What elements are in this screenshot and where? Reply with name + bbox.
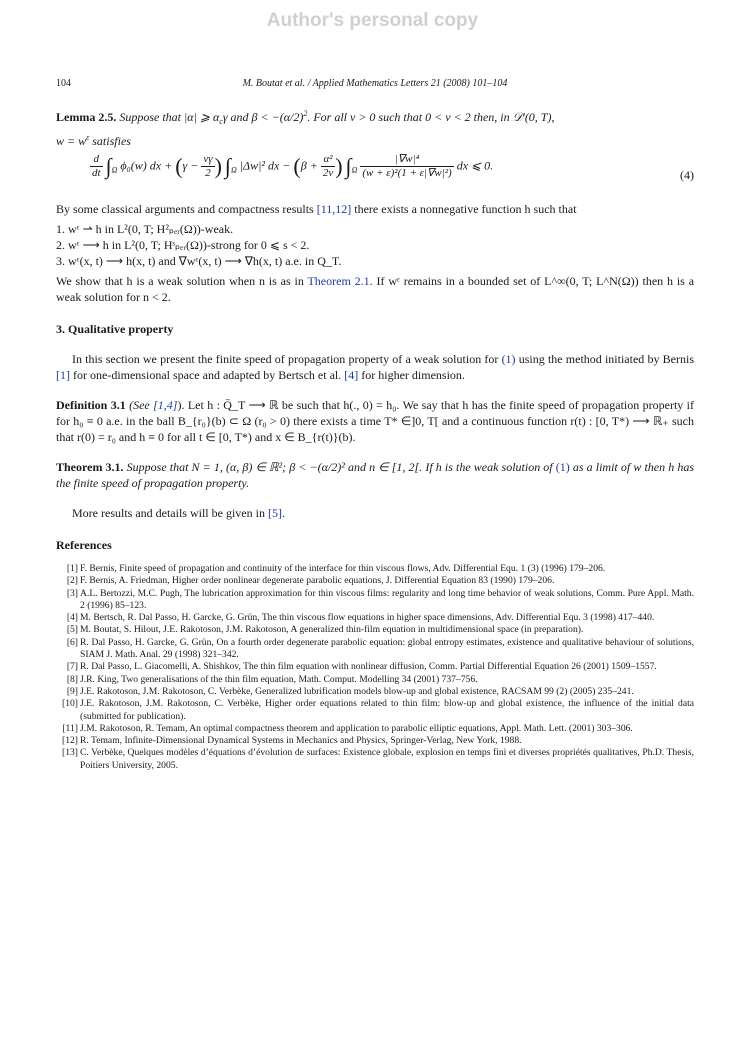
theorem-text-1: Suppose that N = 1, (α, β) ∈ ℝ²; β < −(α/2)² and n ∈ [1, 2[. If h is the weak solution of — [123, 460, 556, 474]
reference-item: [10] J.E. Rakotoson, J.M. Rakotoson, C. Verbèke, Higher order equations related to thin film: blow-up and global existence, the influence of the initial data (submitted for publication). — [62, 698, 694, 722]
list-item: 1. wᵋ ⇀ h in L²(0, T; H²ₚₑᵣ(Ω))-weak. — [56, 222, 234, 236]
show-text-1: We show that h is a weak solution when n is as in — [56, 274, 308, 288]
paren-close-1: ) — [214, 153, 222, 179]
lemma-text-3: . For all ν > 0 such that 0 < ν < 2 then, in 𝒟′(0, T), — [307, 110, 555, 124]
theorem-3-1 — [56, 459, 694, 491]
section-3-paragraph — [56, 351, 694, 383]
nu-gamma-fraction: $\frac{\nu\gamma}{2}$ — [203, 153, 213, 179]
theorem-label: Theorem 3.1. — [56, 460, 124, 474]
references-title: References — [56, 538, 112, 552]
s3-text-c: for one-dimensional space and adapted by Bertsch et al. — [70, 368, 345, 382]
reference-item: [11] J.M. Rakotoson, R. Temam, An optimal compactness theorem and application to parabolic elliptic equations, Appl. Math. Lett. (2001) 303–306. — [62, 722, 633, 734]
integral-sign-1: ∫ — [105, 153, 112, 179]
lemma-sub-c: c — [219, 117, 223, 126]
reference-item: [12] R. Temam, Infinite-Dimensional Dynamical Systems in Mechanics and Physics, Springer-Verlag, New York, 1988. — [62, 735, 522, 747]
reference-item: [5] M. Boutat, S. Hilout, J.E. Rakotoson, J.M. Rakotoson, A generalized thin-film equation in multidimensional space (in preparation). — [66, 624, 584, 636]
lemma-text-5: satisfies — [89, 134, 131, 148]
citation-1[interactable]: [1] — [56, 368, 70, 382]
lemma-label: Lemma 2.5. — [56, 110, 117, 124]
lemma-text-2: γ and β < −(α/2) — [222, 110, 304, 124]
definition-text: ). Let h : Q̄_T ⟶ ℝ be such that h(., 0) = h₀. We say that h has the finite speed of propagation property if for h₀ ≡ 0 a.e. in the ball B_{r₀}(b) ⊂ Ω (r₀ > 0) there exists a time T* ∈]0, T[ and a continuous function r(t) : [0, T*) ⟶ ℝ₊ such that r(0) = r₀ and h ≡ 0 for all t ∈ [0, T*) and x ∈ B_{r(t)}(b). — [56, 398, 694, 444]
reference-item: [2] F. Bernis, A. Friedman, Higher order nonlinear degenerate parabolic equations, J. Differential Equation 83 (1990) 179–206. — [66, 575, 555, 587]
paren-open-2: ( — [293, 153, 301, 179]
weak-solution-paragraph — [56, 273, 694, 305]
reference-item: [13] C. Verbèke, Quelques modèles d’équations d’évolution de surfaces: Existence globale, explosion en temps fini et diverses propriétés qualitatives, Ph.D. Thesis, Poitiers University, 2005. — [62, 747, 694, 771]
reference-item: [3] A.L. Bertozzi, M.C. Pugh, The lubrication approximation for thin viscous films: regularity and long time behavior of weak solutions, Comm. Pure Appl. Math. 2 (1996) 85–123. — [66, 587, 694, 611]
equation-term-2: |Δw|² dx − — [239, 158, 291, 173]
compact-rest: there exists a nonnegative function h such that — [351, 202, 577, 216]
more-results-text: More results and details will be given in — [72, 506, 268, 520]
citation-1-4[interactable]: [1,4] — [153, 398, 178, 412]
reference-item: [7] R. Dal Passo, L. Giacomelli, A. Shishkov, The thin film equation with nonlinear diffusion, Comm. Partial Differential Equation 26 (2001) 1509–1557. — [66, 661, 657, 673]
show-text-2: . If wᵋ remains in a bounded set of L^∞(0, T; L^N(Ω)) then h is a weak solution for n < 2. — [56, 274, 695, 304]
s3-text-a: In this section we present the finite speed of propagation property of a weak solution for — [72, 352, 502, 366]
s3-text-b: using the method initiated by Bernis — [515, 352, 695, 366]
more-results-end: . — [281, 506, 285, 520]
theorem-2-1-link[interactable]: Theorem 2.1 — [307, 274, 370, 288]
equation-term-3: dx ⩽ 0. — [456, 158, 494, 173]
equation-term-1: ϕ₀(w) dx + — [120, 158, 173, 173]
reference-item: [8] J.R. King, Two generalisations of the thin film equation, Math. Comput. Modelling 34 (2001) 737–756. — [66, 673, 478, 685]
reference-item: [9] J.E. Rakotoson, J.M. Rakotoson, C. Verbèke, Generalized lubrification models blow-up and global existence, RACSAM 99 (2) (2005) 235–241. — [66, 685, 634, 697]
omega-sub-3: Ω — [351, 165, 358, 175]
more-results-paragraph — [56, 505, 694, 521]
integral-sign-2: ∫ — [224, 153, 231, 179]
gradient-fraction: $\frac{\text{|∇w|⁴}}{\text{(w + ε)²(1 + ε|∇w|²)}}$ — [362, 153, 452, 179]
omega-sub-2: Ω — [230, 165, 237, 175]
definition-3-1 — [56, 397, 694, 445]
list-item: 3. wᵋ(x, t) ⟶ h(x, t) and ∇wᵋ(x, t) ⟶ ∇h(x, t) a.e. in Q_T. — [56, 254, 342, 268]
lemma-2-5: Lemma 2.5. Suppose that |α| ⩾ $\alpha_c\gamma$ and $\beta < -(\alpha/2)^2$. For all ν > 0 such that 0 < ν < 2 then, in 𝒟′(0, T), $w = w^\varepsilon$ satisfies — [56, 109, 555, 148]
reference-item: [4] M. Bertsch, R. Dal Passo, H. Garcke, G. Grün, The thin viscous flow equations in higher space dimensions, Adv. Differential Equ. 3 (1998) 417–440. — [66, 612, 655, 624]
compact-intro: By some classical arguments and compactness results — [56, 202, 314, 216]
convergence-list — [56, 221, 694, 269]
omega-sub-1: Ω — [111, 165, 118, 175]
paren-close-2: ) — [335, 153, 343, 179]
reference-item: [1] F. Bernis, Finite speed of propagation and continuity of the interface for thin viscous flows, Adv. Differential Equ. 1 (3) (1996) 179–206. — [66, 563, 606, 574]
equation-number: (4) — [680, 168, 694, 182]
theorem-text-2: as a limit of w then h has the finite speed of propagation property. — [56, 460, 694, 490]
section-3-title: 3. Qualitative property — [56, 322, 174, 336]
equation-1-link[interactable]: (1) — [555, 460, 570, 474]
page-number: 104 — [56, 78, 71, 89]
equation-body — [90, 153, 493, 180]
journal-reference: M. Boutat et al. / Applied Mathematics Letters 21 (2008) 101–104 — [242, 78, 508, 89]
integral-sign-3: ∫ — [345, 153, 352, 179]
reference-item: [6] R. Dal Passo, H. Garcke, G. Grün, On a fourth order degenerate parabolic equation: global entropy estimates, existence and qualitative behaviour of solutions, SIAM J. Math. Anal. 29 (1998) 321–342. — [66, 636, 694, 661]
page-content — [56, 106, 694, 772]
watermark: Author's personal copy — [266, 10, 479, 31]
references-list — [56, 563, 694, 772]
alpha-fraction: $\frac{\text{α²}}{2\nu}$ — [322, 153, 334, 179]
compactness-paragraph — [56, 201, 694, 217]
definition-label: Definition 3.1 — [56, 398, 126, 412]
citation-5[interactable]: [5] — [267, 506, 282, 520]
definition-see: (See — [125, 398, 154, 412]
equation-4 — [56, 153, 694, 199]
s3-text-d: for higher dimension. — [358, 368, 465, 382]
list-item: 2. wᵋ ⟶ h in L²(0, T; Hˢₚₑᵣ(Ω))-strong for 0 ⩽ s < 2. — [56, 238, 310, 252]
beta-term: β + — [300, 158, 318, 173]
citation-4[interactable]: [4] — [344, 368, 359, 382]
paren-open-1: ( — [175, 153, 183, 179]
lemma-text-4: w = w — [56, 134, 87, 148]
gamma-term: γ − — [182, 158, 199, 173]
lemma-text-1: Suppose that |α| ⩾ α — [119, 110, 220, 124]
citation-11-12[interactable]: [11,12] — [316, 202, 352, 216]
equation-1-link[interactable]: (1) — [501, 352, 516, 366]
d-dt-fraction: $\frac{d}{dt}$ — [92, 153, 101, 179]
